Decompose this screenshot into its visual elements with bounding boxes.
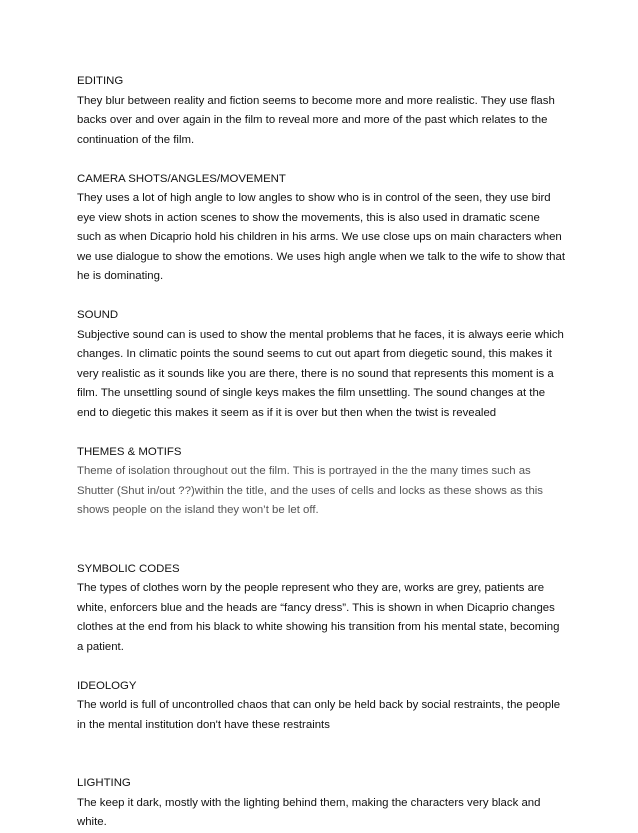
section-heading: THEMES & MOTIFS — [77, 445, 182, 458]
section-heading: CAMERA SHOTS/ANGLES/MOVEMENT — [77, 172, 286, 185]
section-body: The keep it dark, mostly with the lighting behind them, making the characters very black and white. — [77, 796, 541, 828]
section-heading: EDITING — [77, 75, 124, 87]
document-content — [77, 72, 567, 833]
section-themes-motifs — [77, 443, 567, 521]
section-body: The world is full of uncontrolled chaos that can only be held back by social restraints, the people in the mental institution don't have these restraints — [77, 699, 561, 731]
paragraph-gap — [77, 521, 567, 560]
section-lighting — [77, 774, 567, 833]
paragraph-gap — [77, 150, 567, 170]
paragraph-gap — [77, 287, 567, 307]
section-symbolic-codes — [77, 560, 567, 658]
section-heading: SYMBOLIC CODES — [77, 562, 180, 575]
section-heading: SOUND — [77, 309, 119, 321]
paragraph-gap — [77, 423, 567, 443]
paragraph-gap — [77, 735, 567, 774]
section-body: They uses a lot of high angle to low angles to show who is in control of the seen, they use bird eye view shots in action scenes to show the movements, this is also used in dramatic scene such as when Dicaprio hold his children in his arms. We use close ups on main characters when we use dialogue to show the emotions. We uses high angle when we talk to the wife to show that he is dominating. — [77, 192, 565, 282]
section-body: Theme of isolation throughout out the film. This is portrayed in the the many times such as Shutter (Shut in/out ??)within the title, and the uses of cells and locks as these shows as this shows people on the island they won’t be let off. — [77, 465, 544, 516]
section-body: They blur between reality and fiction seems to become more and more realistic. They use flash backs over and over again in the film to reveal more and more of the past which relates to the continuation of the film. — [77, 94, 555, 146]
section-body: Subjective sound can is used to show the mental problems that he faces, it is always eerie which changes. In climatic points the sound seems to cut out apart from diegetic sound, this makes it very realistic as it sounds like you are there, there is no sound that represents this moment is a film. The unsettling sound of single keys makes the film unsettling. The sound changes at the end to diegetic this makes it seem as if it is over but then when the twist is revealed — [77, 328, 564, 419]
section-sound — [77, 306, 567, 423]
section-heading: LIGHTING — [77, 777, 131, 789]
paragraph-gap — [77, 657, 567, 677]
section-body: The types of clothes worn by the people represent who they are, works are grey, patients are white, enforcers blue and the heads are “fancy dress”. This is shown in when Dicaprio changes clothes at the end from his black to white showing his transition from his mental state, becoming a patient. — [77, 582, 560, 653]
section-camera-shots — [77, 170, 567, 287]
section-ideology — [77, 677, 567, 736]
section-editing — [77, 72, 567, 150]
section-heading: IDEOLOGY — [77, 679, 137, 692]
